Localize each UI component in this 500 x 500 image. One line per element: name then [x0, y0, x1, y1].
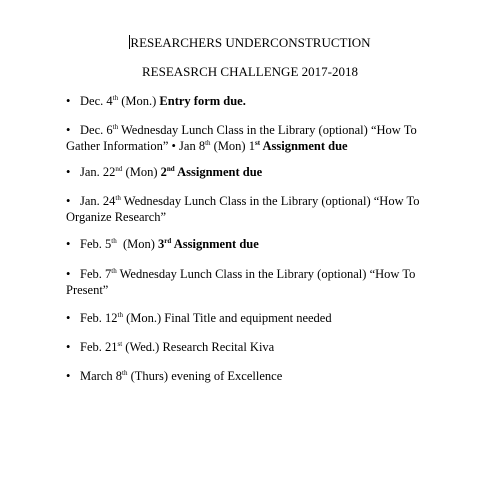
- item-date-suffix: th: [111, 267, 117, 275]
- item-date-suffix: th: [111, 237, 117, 245]
- item-bold-text: Assignment due: [171, 237, 259, 251]
- list-item-1: [66, 93, 426, 109]
- item-text: (Mon.) Final Title and equipment needed: [122, 311, 332, 325]
- bullet: •: [66, 340, 71, 354]
- document-title: [0, 35, 500, 51]
- item-bold-text: Assignment due: [174, 165, 263, 179]
- list-item-4: [66, 193, 426, 225]
- item-date-suffix: th: [205, 139, 211, 147]
- bullet: •: [66, 123, 71, 137]
- item-date: Feb. 12: [80, 311, 118, 325]
- item-text: (Mon) 1: [210, 139, 255, 153]
- bullet: •: [66, 165, 71, 179]
- list-item-8: [66, 339, 426, 355]
- item-text: Wednesday Lunch Class in the Library (optional) “How To Gather Information”: [66, 123, 417, 153]
- list-item-9: [66, 368, 426, 384]
- item-text: (Mon): [116, 237, 159, 251]
- inline-bullet: •: [168, 139, 180, 153]
- list-item-3: [66, 164, 426, 180]
- item-date-suffix: nd: [115, 165, 123, 173]
- item-text: (Mon): [122, 165, 161, 179]
- item-date: Feb. 5: [80, 237, 112, 251]
- item-bold-text: 2: [160, 165, 167, 179]
- list-item-7: [66, 310, 426, 326]
- item-bold-text: 3: [158, 237, 165, 251]
- item-text: Wednesday Lunch Class in the Library (optional) “How To Present”: [66, 267, 416, 297]
- bullet: •: [66, 94, 71, 108]
- bullet: •: [66, 311, 71, 325]
- bullet: •: [66, 369, 71, 383]
- item-date: March 8: [80, 369, 122, 383]
- list-item-5: [66, 236, 426, 252]
- item-date-suffix: th: [117, 311, 123, 319]
- item-text: (Wed.) Research Recital Kiva: [122, 340, 275, 354]
- item-date-suffix: th: [112, 94, 119, 102]
- item-bold-text: Entry form due.: [159, 94, 246, 108]
- item-text: Wednesday Lunch Class in the Library (optional) “How To Organize Research”: [66, 194, 420, 224]
- item-date: Jan. 22: [80, 165, 116, 179]
- item-date-suffix: th: [112, 123, 119, 131]
- item-ordinal-suffix: nd: [166, 165, 175, 173]
- item-date: Feb. 21: [80, 340, 118, 354]
- item-text: (Thurs) evening of Excellence: [127, 369, 283, 383]
- item-ordinal-suffix: rd: [164, 237, 172, 245]
- item-date-suffix: th: [115, 194, 121, 202]
- item-date-suffix: st: [117, 340, 123, 348]
- item-date: Jan 8: [179, 139, 206, 153]
- document-title-text: RESEARCHERS UNDERCONSTRUCTION: [130, 35, 371, 50]
- item-text: (Mon.): [118, 94, 160, 108]
- document-subtitle: RESEASRCH CHALLENGE 2017-2018: [142, 64, 358, 79]
- item-bold-text: Assignment due: [260, 139, 348, 153]
- list-item-6: [66, 266, 426, 298]
- item-ordinal-suffix: st: [254, 139, 261, 147]
- bullet: •: [66, 194, 71, 208]
- item-date: Jan. 24: [80, 194, 116, 208]
- item-date: Feb. 7: [80, 267, 112, 281]
- item-date-suffix: th: [122, 369, 128, 377]
- bullet: •: [66, 237, 71, 251]
- item-date: Dec. 6: [80, 123, 113, 137]
- item-date: Dec. 4: [80, 94, 113, 108]
- list-item-2: [66, 122, 426, 154]
- bullet: •: [66, 267, 71, 281]
